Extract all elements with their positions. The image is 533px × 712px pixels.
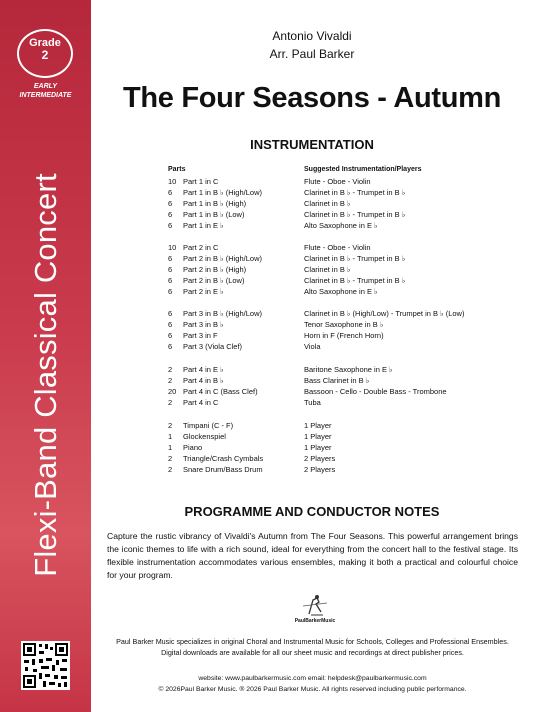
part-count: 1 — [168, 432, 173, 441]
suggested-instrumentation: Tenor Saxophone in B ♭ — [304, 320, 384, 329]
suggested-instrumentation: Flute - Oboe - Violin — [304, 243, 371, 252]
part-name: Part 1 in C — [183, 177, 219, 186]
part-count: 2 — [168, 398, 173, 407]
level-line-1: EARLY — [33, 83, 58, 90]
suggested-instrumentation: Baritone Saxophone in E ♭ — [304, 365, 393, 374]
level-line-2: INTERMEDIATE — [19, 92, 72, 99]
suggested-instrumentation: Clarinet in B ♭ — [304, 265, 351, 274]
part-count: 1 — [168, 443, 173, 452]
part-name: Part 1 in E ♭ — [183, 221, 224, 230]
suggested-instrumentation: Horn in F (French Horn) — [304, 331, 384, 340]
part-name: Part 2 in B ♭ (Low) — [183, 276, 245, 285]
part-name: Part 1 in B ♭ (Low) — [183, 210, 245, 219]
suggested-instrumentation: Alto Saxophone in E ♭ — [304, 221, 378, 230]
notes-heading: PROGRAMME AND CONDUCTOR NOTES — [184, 504, 440, 519]
suggested-instrumentation: Clarinet in B ♭ (High/Low) - Trumpet in B ♭ (Low) — [304, 309, 465, 318]
series-title: Flexi-Band Classical Concert — [28, 173, 63, 577]
part-name: Part 3 in B ♭ (High/Low) — [183, 309, 262, 318]
suggested-instrumentation: 2 Players — [304, 454, 336, 463]
suggested-instrumentation: Alto Saxophone in E ♭ — [304, 287, 378, 296]
part-name: Part 1 in B ♭ (High/Low) — [183, 188, 262, 197]
part-count: 2 — [168, 376, 173, 385]
part-count: 6 — [168, 331, 173, 340]
suggested-instrumentation: 2 Players — [304, 465, 336, 474]
copyright-line: © 2026Paul Barker Music. ® 2026 Paul Barker Music. All rights reserved including public performance. — [158, 686, 467, 693]
part-count: 2 — [168, 465, 173, 474]
publisher-about: Paul Barker Music specializes in original Choral and Instrumental Music for Schools, Colleges and Professional Ensembles. Digital downloads are available for all our sheet music and recordings at direct publisher prices. — [116, 637, 509, 657]
part-name: Snare Drum/Bass Drum — [183, 465, 263, 474]
part-name: Part 2 in B ♭ (High/Low) — [183, 254, 262, 263]
part-name: Part 1 in B ♭ (High) — [183, 199, 247, 208]
suggested-instrumentation: Bass Clarinet in B ♭ — [304, 376, 370, 385]
sidebar-banner — [0, 0, 91, 712]
suggested-instrumentation: Clarinet in B ♭ — [304, 199, 351, 208]
suggested-column-header: Suggested Instrumentation/Players — [304, 166, 422, 173]
part-count: 6 — [168, 199, 173, 208]
part-name: Part 2 in E ♭ — [183, 287, 224, 296]
part-name: Triangle/Crash Cymbals — [183, 454, 264, 463]
violin-player-icon — [295, 594, 335, 618]
publisher-logo — [283, 594, 347, 624]
part-count: 6 — [168, 265, 173, 274]
part-count: 6 — [168, 254, 173, 263]
part-count: 6 — [168, 287, 173, 296]
contact-line[interactable]: website: www.paulbarkermusic.com email: helpdesk@paulbarkermusic.com — [198, 675, 427, 682]
qr-code-icon[interactable] — [21, 641, 70, 690]
part-count: 6 — [168, 309, 173, 318]
suggested-instrumentation: Flute - Oboe - Violin — [304, 177, 371, 186]
arranger-name: Arr. Paul Barker — [269, 47, 355, 61]
instrumentation-heading: INSTRUMENTATION — [250, 137, 374, 152]
part-count: 6 — [168, 276, 173, 285]
suggested-instrumentation: 1 Player — [304, 443, 332, 452]
publisher-logo-text: PaulBarkerMusic — [294, 618, 336, 624]
parts-column-header: Parts — [168, 166, 186, 173]
grade-number: 2 — [41, 48, 49, 62]
suggested-instrumentation: Clarinet in B ♭ - Trumpet in B ♭ — [304, 210, 406, 219]
suggested-instrumentation: 1 Player — [304, 421, 332, 430]
part-name: Part 4 in E ♭ — [183, 365, 224, 374]
suggested-instrumentation: Tuba — [304, 398, 321, 407]
part-name: Part 3 in B ♭ — [183, 320, 224, 329]
suggested-instrumentation: Clarinet in B ♭ - Trumpet in B ♭ — [304, 188, 406, 197]
composer-name: Antonio Vivaldi — [272, 29, 352, 43]
part-count: 2 — [168, 365, 173, 374]
programme-notes: Capture the rustic vibrancy of Vivaldi's Autumn from The Four Seasons. This powerful arrangement brings the iconic themes to life with a rich sound, ideal for everything from the concert hall to the festival stage. Its flexible instrumentation accommodates various ensembles, making it both a practical and colourful choice for your program. — [107, 531, 518, 580]
part-name: Part 4 in C (Bass Clef) — [183, 387, 258, 396]
part-name: Timpani (C - F) — [183, 421, 234, 430]
part-name: Piano — [183, 443, 203, 452]
suggested-instrumentation: Clarinet in B ♭ - Trumpet in B ♭ — [304, 276, 406, 285]
part-name: Glockenspiel — [183, 432, 226, 441]
part-count: 2 — [168, 454, 173, 463]
part-count: 10 — [168, 243, 177, 252]
grade-label: Grade — [29, 37, 61, 49]
grade-badge — [17, 29, 73, 78]
part-count: 6 — [168, 342, 173, 351]
part-name: Part 2 in B ♭ (High) — [183, 265, 247, 274]
part-count: 6 — [168, 210, 173, 219]
suggested-instrumentation: Clarinet in B ♭ - Trumpet in B ♭ — [304, 254, 406, 263]
part-count: 6 — [168, 188, 173, 197]
suggested-instrumentation: Bassoon - Cello - Double Bass - Trombone — [304, 387, 447, 396]
part-name: Part 3 in F — [183, 331, 218, 340]
part-name: Part 4 in B ♭ — [183, 376, 224, 385]
part-name: Part 3 (Viola Clef) — [183, 342, 243, 351]
part-count: 2 — [168, 421, 173, 430]
page-title: The Four Seasons - Autumn — [122, 82, 502, 114]
suggested-instrumentation: 1 Player — [304, 432, 332, 441]
part-name: Part 4 in C — [183, 398, 219, 407]
part-count: 10 — [168, 177, 177, 186]
suggested-instrumentation: Viola — [304, 342, 321, 351]
part-count: 20 — [168, 387, 177, 396]
part-count: 6 — [168, 320, 173, 329]
part-name: Part 2 in C — [183, 243, 219, 252]
part-count: 6 — [168, 221, 173, 230]
